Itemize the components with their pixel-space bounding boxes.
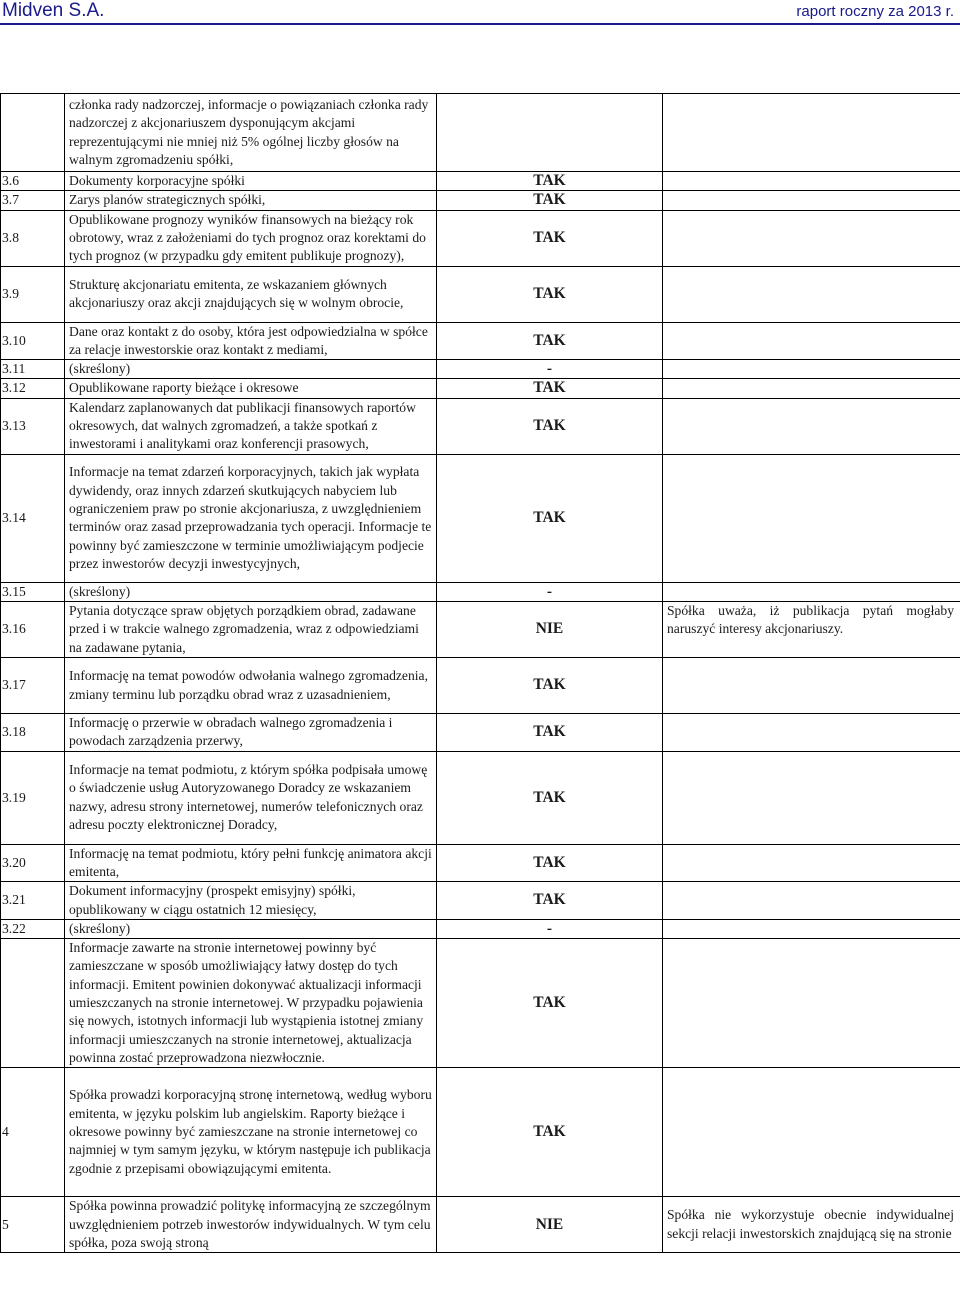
row-text: Opublikowane raporty bieżące i okresowe bbox=[65, 379, 437, 398]
table-row bbox=[1, 658, 960, 714]
row-status: TAK bbox=[437, 844, 663, 882]
row-number: 3.8 bbox=[1, 210, 65, 266]
row-number: 3.21 bbox=[1, 882, 65, 920]
row-text: Dokument informacyjny (prospekt emisyjny) spółki, opublikowany w ciągu ostatnich 12 miesięcy, bbox=[65, 882, 437, 920]
row-comment: Spółka nie wykorzystuje obecnie indywidualnej sekcji relacji inwestorskich znajdującą się na stronie bbox=[663, 1197, 960, 1253]
row-text: (skreślony) bbox=[65, 582, 437, 601]
row-number: 5 bbox=[1, 1197, 65, 1253]
row-status: TAK bbox=[437, 191, 663, 210]
row-comment bbox=[663, 939, 960, 1068]
table-row bbox=[1, 322, 960, 360]
table-row bbox=[1, 1068, 960, 1197]
row-number: 3.14 bbox=[1, 454, 65, 582]
row-text: Opublikowane prognozy wyników finansowych na bieżący rok obrotowy, wraz z założeniami do tych prognoz oraz korektami do tych prognoz (w przypadku gdy emitent publikuje prognozy), bbox=[65, 210, 437, 266]
table-row bbox=[1, 379, 960, 398]
table-row bbox=[1, 210, 960, 266]
table-row bbox=[1, 882, 960, 920]
row-status: TAK bbox=[437, 379, 663, 398]
table-row bbox=[1, 398, 960, 454]
row-status: NIE bbox=[437, 1197, 663, 1253]
row-status: TAK bbox=[437, 1068, 663, 1197]
table-row bbox=[1, 172, 960, 191]
row-comment bbox=[663, 360, 960, 379]
row-text: Informację na temat podmiotu, który pełni funkcję animatora akcji emitenta, bbox=[65, 844, 437, 882]
row-comment bbox=[663, 882, 960, 920]
row-comment bbox=[663, 322, 960, 360]
row-status: - bbox=[437, 360, 663, 379]
row-status bbox=[437, 94, 663, 172]
table-row bbox=[1, 191, 960, 210]
row-number bbox=[1, 94, 65, 172]
row-number: 3.20 bbox=[1, 844, 65, 882]
row-status: TAK bbox=[437, 322, 663, 360]
row-text: Informację na temat powodów odwołania walnego zgromadzenia, zmiany terminu lub porządku obrad wraz z uzasadnieniem, bbox=[65, 658, 437, 714]
row-comment bbox=[663, 582, 960, 601]
row-text: Informacje na temat podmiotu, z którym spółka podpisała umowę o świadczenie usług Autoryzowanego Doradcy ze wskazaniem nazwy, adresu strony internetowej, numerów telefonicznych oraz adresu poczty elektronicznej Doradcy, bbox=[65, 751, 437, 844]
row-text: Zarys planów strategicznych spółki, bbox=[65, 191, 437, 210]
table-row bbox=[1, 939, 960, 1068]
header-rule bbox=[0, 23, 960, 25]
row-number: 3.13 bbox=[1, 398, 65, 454]
row-status: TAK bbox=[437, 266, 663, 322]
row-text: Spółka prowadzi korporacyjną stronę internetową, według wyboru emitenta, w języku polskim lub angielskim. Raporty bieżące i okresowe powinny być zamieszczane na stronie internetowej co najmniej w tym samym języku, w którym następuje ich publikacja zgodnie z przepisami obowiązującymi emitenta. bbox=[65, 1068, 437, 1197]
row-comment bbox=[663, 210, 960, 266]
row-status: TAK bbox=[437, 882, 663, 920]
row-text: Kalendarz zaplanowanych dat publikacji finansowych raportów okresowych, dat walnych zgromadzeń, a także spotkań z inwestorami i analitykami oraz konferencji prasowych, bbox=[65, 398, 437, 454]
row-text: członka rady nadzorczej, informacje o powiązaniach członka rady nadzorczej z akcjonariuszem dysponującym akcjami reprezentującymi nie mniej niż 5% ogólnej liczby głosów na walnym zgromadzeniu spółki, bbox=[65, 94, 437, 172]
row-status: TAK bbox=[437, 454, 663, 582]
row-text: Pytania dotyczące spraw objętych porządkiem obrad, zadawane przed i w trakcie walnego zgromadzenia, wraz z odpowiedziami na zadawane pytania, bbox=[65, 602, 437, 658]
row-number: 3.15 bbox=[1, 582, 65, 601]
row-status: TAK bbox=[437, 398, 663, 454]
row-number: 3.19 bbox=[1, 751, 65, 844]
row-text: Informacje zawarte na stronie internetowej powinny być zamieszczane w sposób umożliwiający łatwy dostęp do tych informacji. Emitent powinien dokonywać aktualizacji informacji umieszczanych na stronie internetowej. W przypadku pojawienia się nowych, istotnych informacji lub wystąpienia istotnej zmiany informacji umieszczanych na stronie internetowej, aktualizacja powinna zostać przeprowadzona niezwłocznie. bbox=[65, 939, 437, 1068]
row-text: (skreślony) bbox=[65, 360, 437, 379]
table-row bbox=[1, 714, 960, 752]
row-status: - bbox=[437, 582, 663, 601]
row-comment bbox=[663, 172, 960, 191]
row-number: 3.17 bbox=[1, 658, 65, 714]
row-number: 3.22 bbox=[1, 919, 65, 938]
table-row bbox=[1, 751, 960, 844]
row-text: Dokumenty korporacyjne spółki bbox=[65, 172, 437, 191]
row-status: TAK bbox=[437, 939, 663, 1068]
row-text: Dane oraz kontakt z do osoby, która jest odpowiedzialna w spółce za relacje inwestorskie oraz kontakt z mediami, bbox=[65, 322, 437, 360]
row-text: Spółka powinna prowadzić politykę informacyjną ze szczególnym uwzględnieniem potrzeb inwestorów indywidualnych. W tym celu spółka, poza swoją stroną bbox=[65, 1197, 437, 1253]
row-comment bbox=[663, 1068, 960, 1197]
row-comment: Spółka uważa, iż publikacja pytań mogłaby naruszyć interesy akcjonariuszy. bbox=[663, 602, 960, 658]
table-row bbox=[1, 1197, 960, 1253]
row-status: TAK bbox=[437, 714, 663, 752]
row-comment bbox=[663, 751, 960, 844]
page-header bbox=[0, 0, 960, 22]
row-status: TAK bbox=[437, 658, 663, 714]
row-status: NIE bbox=[437, 602, 663, 658]
row-comment bbox=[663, 714, 960, 752]
row-number: 3.16 bbox=[1, 602, 65, 658]
row-number: 3.7 bbox=[1, 191, 65, 210]
row-comment bbox=[663, 844, 960, 882]
row-number: 3.10 bbox=[1, 322, 65, 360]
row-text: (skreślony) bbox=[65, 919, 437, 938]
table-row bbox=[1, 360, 960, 379]
table-row bbox=[1, 602, 960, 658]
table-row bbox=[1, 454, 960, 582]
row-text: Informacje na temat zdarzeń korporacyjnych, takich jak wypłata dywidendy, oraz innych zdarzeń skutkujących nabyciem lub ograniczeniem praw po stronie akcjonariusza, z uwzględnieniem terminów oraz zasad przeprowadzania tych operacji. Informacje te powinny być zamieszczone w terminie umożliwiającym podjecie przez inwestorów decyzji inwestycyjnych, bbox=[65, 454, 437, 582]
row-comment bbox=[663, 919, 960, 938]
company-name: Midven S.A. bbox=[2, 0, 105, 21]
row-number: 3.9 bbox=[1, 266, 65, 322]
row-status: TAK bbox=[437, 172, 663, 191]
row-text: Strukturę akcjonariatu emitenta, ze wskazaniem głównych akcjonariuszy oraz akcji znajdujących się w wolnym obrocie, bbox=[65, 266, 437, 322]
row-number: 3.18 bbox=[1, 714, 65, 752]
row-comment bbox=[663, 266, 960, 322]
row-status: TAK bbox=[437, 210, 663, 266]
row-comment bbox=[663, 379, 960, 398]
table-row bbox=[1, 266, 960, 322]
table-row bbox=[1, 919, 960, 938]
row-comment bbox=[663, 94, 960, 172]
row-text: Informację o przerwie w obradach walnego zgromadzenia i powodach zarządzenia przerwy, bbox=[65, 714, 437, 752]
row-status: TAK bbox=[437, 751, 663, 844]
row-comment bbox=[663, 658, 960, 714]
row-status: - bbox=[437, 919, 663, 938]
row-number: 3.6 bbox=[1, 172, 65, 191]
report-title: raport roczny za 2013 r. bbox=[796, 3, 954, 20]
table-row bbox=[1, 582, 960, 601]
row-number bbox=[1, 939, 65, 1068]
row-comment bbox=[663, 398, 960, 454]
row-number: 3.11 bbox=[1, 360, 65, 379]
row-comment bbox=[663, 454, 960, 582]
row-number: 3.12 bbox=[1, 379, 65, 398]
table-row bbox=[1, 844, 960, 882]
governance-table bbox=[0, 93, 960, 1253]
row-number: 4 bbox=[1, 1068, 65, 1197]
row-comment bbox=[663, 191, 960, 210]
table-row bbox=[1, 94, 960, 172]
